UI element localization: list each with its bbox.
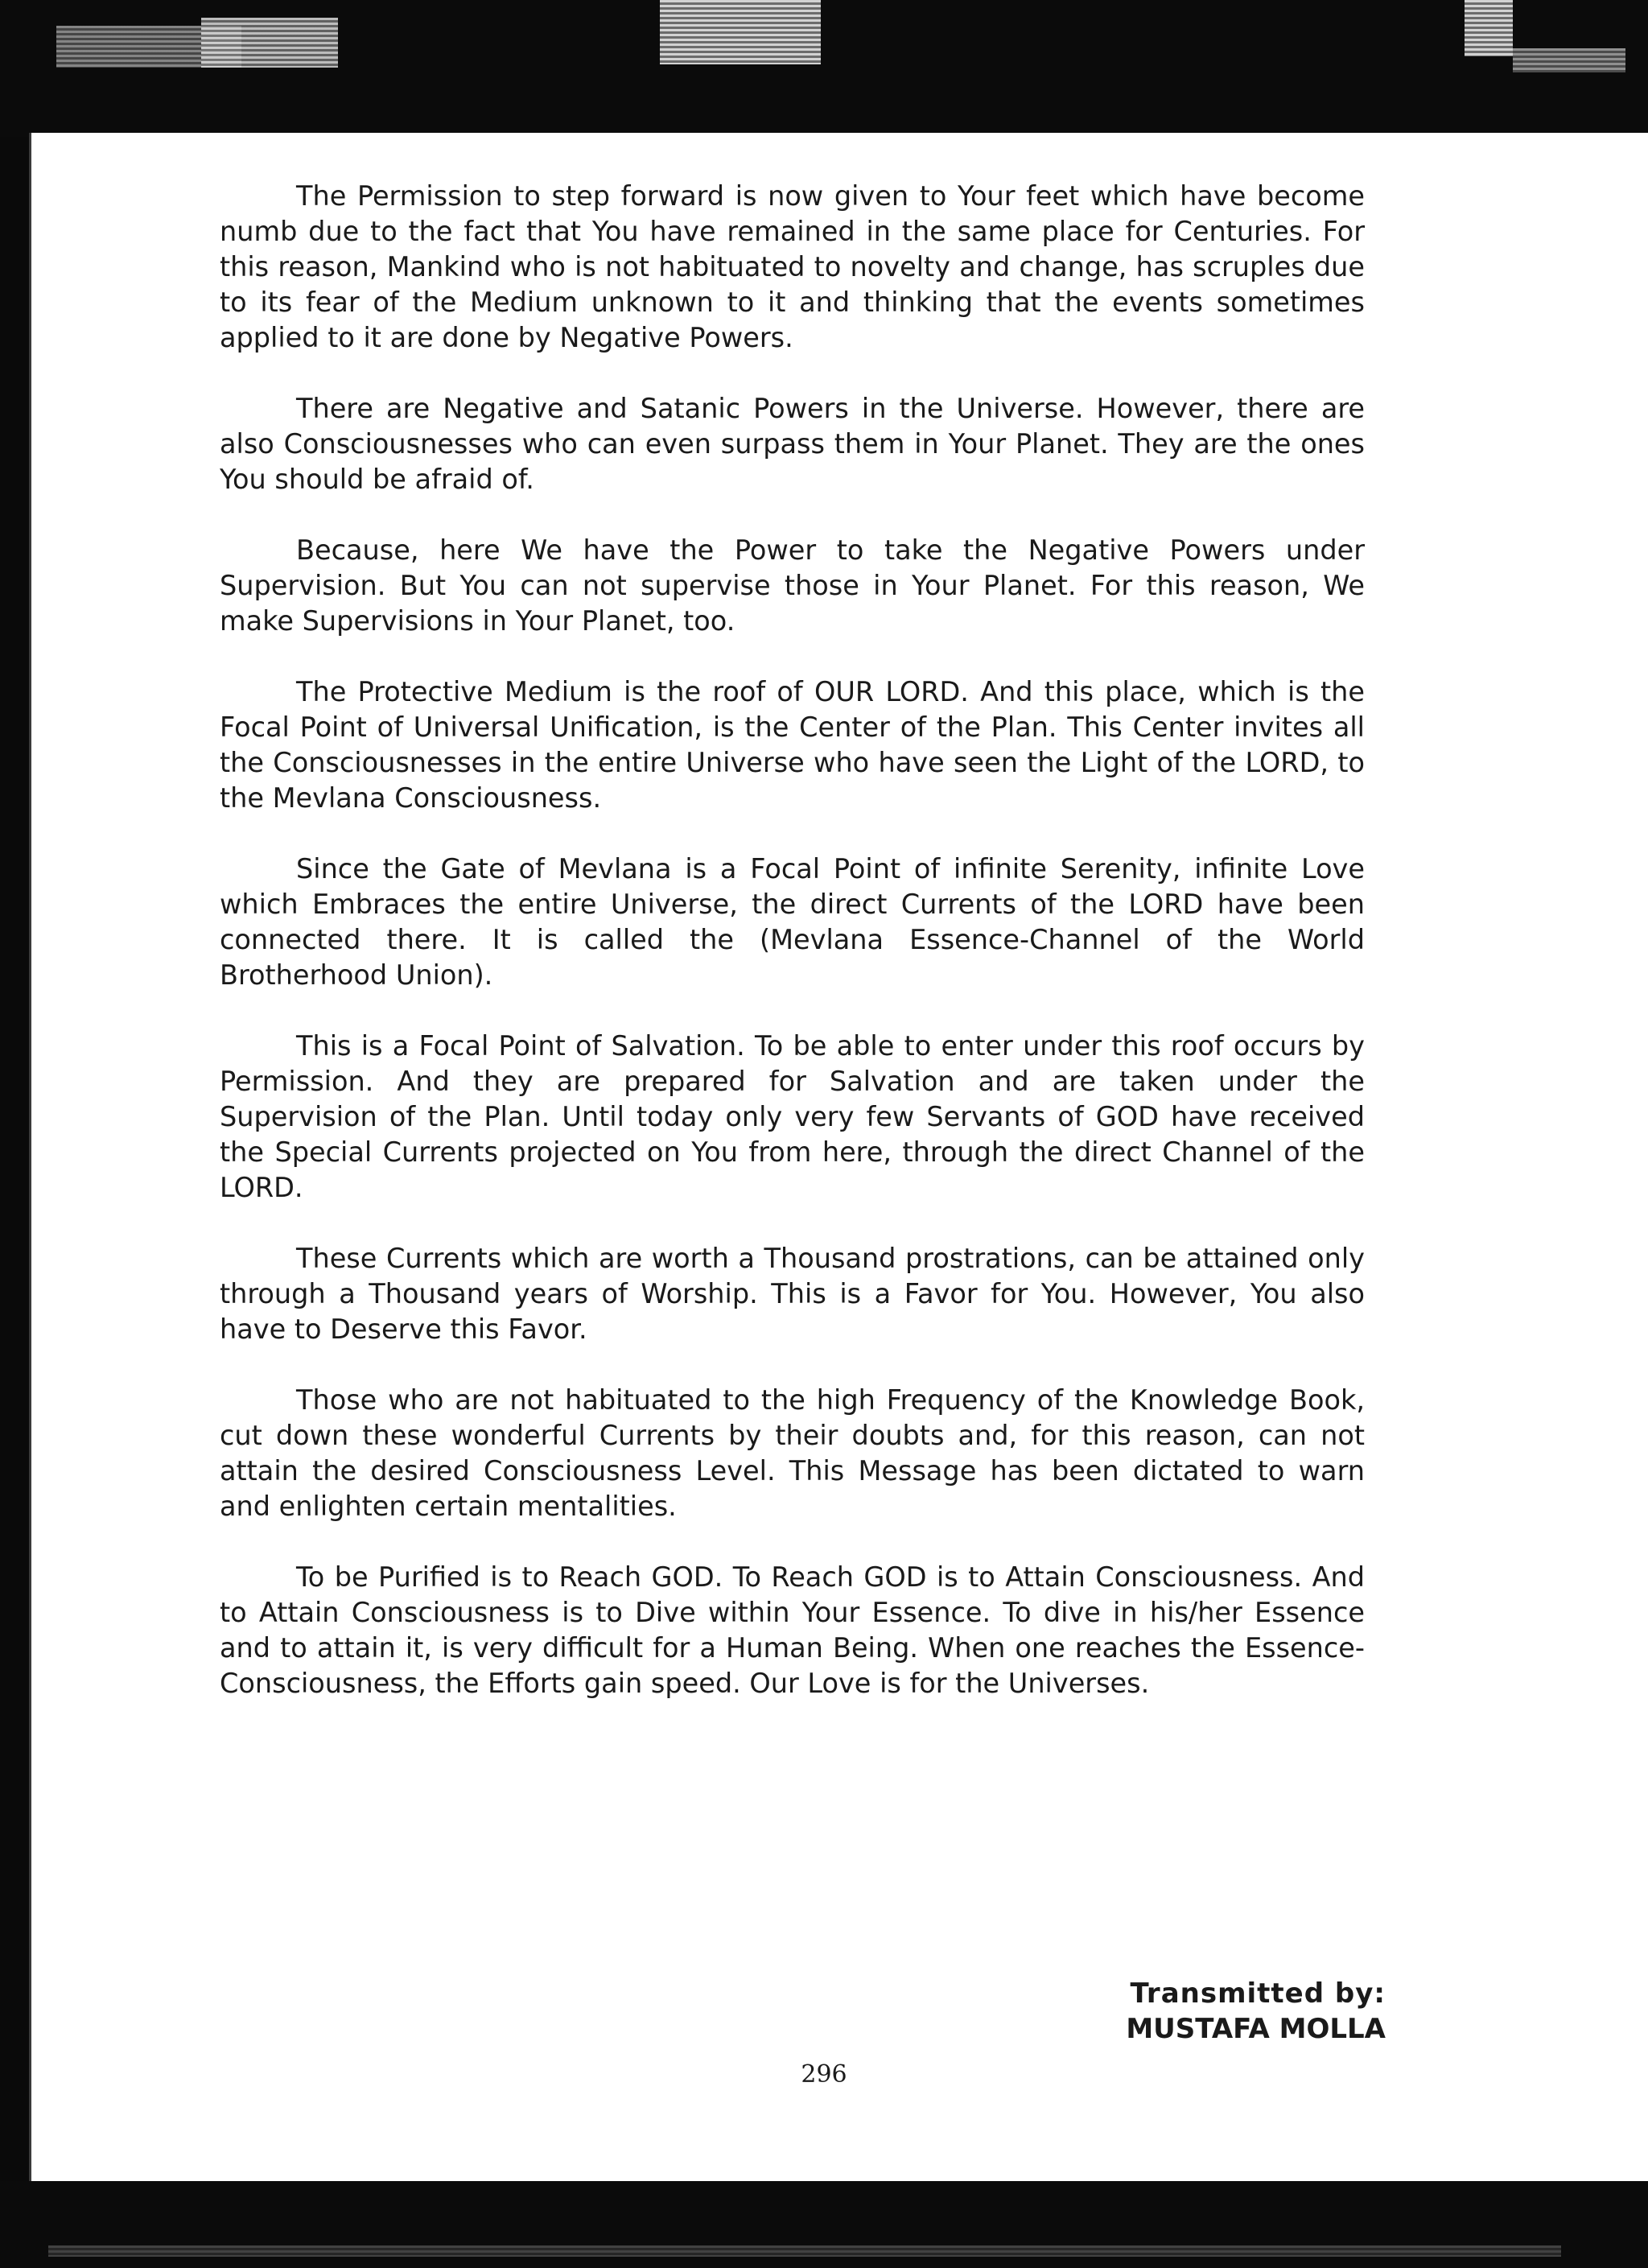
page-number: 296 xyxy=(801,2060,847,2089)
scanner-bottom-edge xyxy=(0,2181,1648,2268)
scanner-streak xyxy=(660,0,821,64)
signature-block xyxy=(1126,1976,1386,2047)
scanner-streak xyxy=(1513,48,1625,72)
paragraph: Since the Gate of Mevlana is a Focal Point of infinite Serenity, infinite Love which Embraces the entire Universe, the direct Currents of the LORD have been connected there. It is called the (Mevlana Essence-Channel of the World Brotherhood Union). xyxy=(220,853,1365,991)
signature-name: MUSTAFA MOLLA xyxy=(1126,2013,1386,2045)
body-text xyxy=(220,179,1365,1737)
scanner-streak xyxy=(48,2245,1561,2257)
signature-label: Transmitted by: xyxy=(1130,1977,1386,2010)
paragraph: The Protective Medium is the roof of OUR LORD. And this place, which is the Focal Point of Universal Unification, is the Center of the Plan. This Center invites all the Consciousnesses in the entire Universe who have seen the Light of the LORD, to the Mevlana Consciousness. xyxy=(220,676,1365,814)
paragraph: The Permission to step forward is now given to Your feet which have become numb due to the fact that You have remained in the same place for Centuries. For this reason, Mankind who is not habituated to novelty and change, has scruples due to its fear of the Medium unknown to it and thinking that the events sometimes applied to it are done by Negative Powers. xyxy=(220,180,1365,353)
paragraph: This is a Focal Point of Salvation. To be able to enter under this roof occurs by Permission. And they are prepared for Salvation and are taken under the Supervision of the Plan. Until today only very few Servants of GOD have received the Special Currents projected on You from here, through the direct Channel of the LORD. xyxy=(220,1030,1365,1203)
paragraph: These Currents which are worth a Thousand prostrations, can be attained only through a Thousand years of Worship. This is a Favor for You. However, You also have to Deserve this Favor. xyxy=(220,1243,1365,1345)
paragraph: Those who are not habituated to the high Frequency of the Knowledge Book, cut down these wonderful Currents by their doubts and, for this reason, can not attain the desired Consciousness Level. This Message has been dictated to warn and enlighten certain mentalities. xyxy=(220,1384,1365,1522)
scanner-streak xyxy=(201,18,338,68)
paragraph: To be Purified is to Reach GOD. To Reach GOD is to Attain Consciousness. And to Attain Consciousness is to Dive within Your Essence. To dive in his/her Essence and to attain it, is very difficult for a Human Being. When one reaches the Essence-Consciousness, the Efforts gain speed. Our Love is for the Universes. xyxy=(220,1561,1365,1699)
scanner-top-edge xyxy=(0,0,1648,137)
scanner-streak xyxy=(1465,0,1513,56)
paragraph: Because, here We have the Power to take the Negative Powers under Supervision. But You can not supervise those in Your Planet. For this reason, We make Supervisions in Your Planet, too. xyxy=(220,534,1365,637)
paragraph: There are Negative and Satanic Powers in the Universe. However, there are also Consciousnesses who can even surpass them in Your Planet. They are the ones You should be afraid of. xyxy=(220,393,1365,495)
